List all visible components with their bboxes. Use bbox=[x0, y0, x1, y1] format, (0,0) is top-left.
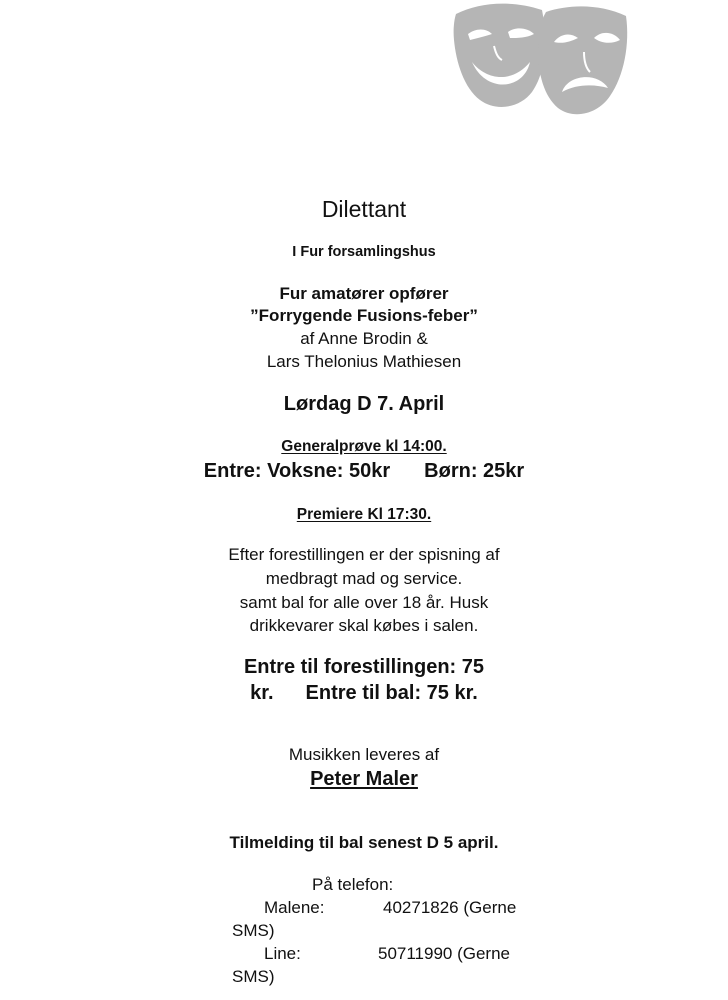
registration-deadline: Tilmelding til bal senest D 5 april. bbox=[229, 833, 499, 852]
contact-note-malene: SMS) bbox=[232, 921, 275, 940]
details-line-1: Efter forestillingen er der spisning af bbox=[228, 545, 500, 564]
entry-prices bbox=[0, 460, 728, 483]
author-line-1: af Anne Brodin & bbox=[300, 329, 428, 348]
musician bbox=[0, 768, 728, 791]
contact-name-line: Line: bbox=[264, 944, 301, 963]
entry-adults: Entre: Voksne: 50kr bbox=[203, 460, 391, 482]
event-date: Lørdag D 7. April bbox=[283, 393, 445, 415]
tragedy-mask bbox=[538, 6, 627, 114]
venue: I Fur forsamlingshus bbox=[292, 244, 436, 260]
comedy-mask bbox=[454, 4, 546, 107]
phone-label: På telefon: bbox=[312, 875, 394, 894]
poster-title: Dilettant bbox=[321, 196, 407, 222]
play-title: ”Forrygende Fusions-feber” bbox=[250, 306, 478, 325]
musician-name: Peter Maler bbox=[310, 768, 418, 790]
entry-ball: Entre til bal: 75 kr. bbox=[305, 682, 478, 704]
contact-number-line: 50711990 (Gerne bbox=[378, 944, 511, 963]
details-line-4: drikkevarer skal købes i salen. bbox=[249, 616, 479, 635]
performers: Fur amatører opfører bbox=[279, 284, 449, 303]
entry-show-kr: kr. bbox=[250, 682, 274, 704]
contact-name-malene: Malene: bbox=[264, 898, 325, 917]
contact-number-malene: 40271826 (Gerne bbox=[383, 898, 517, 917]
music-intro: Musikken leveres af bbox=[288, 745, 440, 764]
entry-show-line-1: Entre til forestillingen: 75 bbox=[243, 656, 485, 678]
author-line-2: Lars Thelonius Mathiesen bbox=[266, 352, 462, 371]
contact-note-line: SMS) bbox=[232, 967, 275, 986]
general-rehearsal-text: Generalprøve kl 14:00. bbox=[281, 438, 447, 455]
entry-show-line-2 bbox=[0, 682, 728, 705]
premiere-text: Premiere Kl 17:30. bbox=[296, 506, 432, 523]
details-line-3: samt bal for alle over 18 år. Husk bbox=[239, 593, 489, 612]
premiere bbox=[0, 506, 728, 524]
theatre-masks-icon bbox=[450, 0, 630, 122]
details-line-2: medbragt mad og service. bbox=[265, 569, 463, 588]
entry-children: Børn: 25kr bbox=[424, 460, 525, 482]
general-rehearsal bbox=[0, 438, 728, 456]
